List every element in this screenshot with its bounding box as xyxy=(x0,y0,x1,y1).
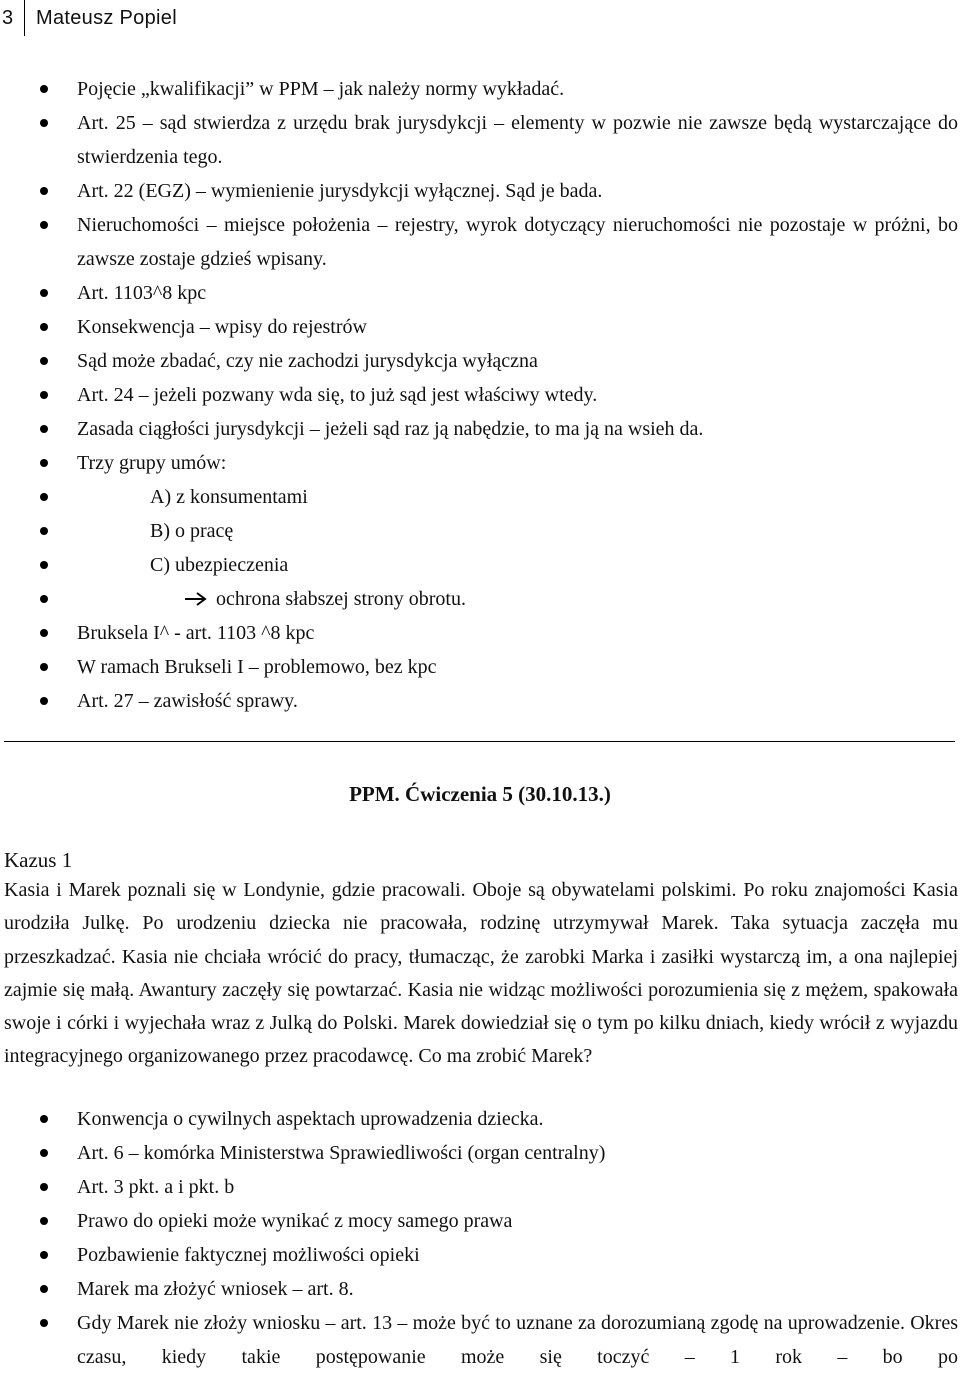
list-item: W ramach Brukseli I – problemowo, bez kpc xyxy=(0,650,960,684)
case-title: Kazus 1 xyxy=(4,848,73,872)
list-item: Konsekwencja – wpisy do rejestrów xyxy=(0,310,960,344)
header-separator xyxy=(24,0,25,36)
list-item: Art. 24 – jeżeli pozwany wda się, to już sąd jest właściwy wtedy. xyxy=(0,378,960,412)
list-item: Art. 25 – sąd stwierdza z urzędu brak jurysdykcji – elementy w pozwie nie zawsze będą wystarczające do stwierdzenia tego. xyxy=(0,106,960,174)
list-item: Pozbawienie faktycznej możliwości opieki xyxy=(0,1238,960,1272)
list-item: C) ubezpieczenia xyxy=(0,548,960,582)
notes-list xyxy=(0,72,960,718)
page-number: 3 xyxy=(2,7,14,29)
list-item: Trzy grupy umów: xyxy=(0,446,960,480)
horizontal-rule xyxy=(4,741,955,742)
list-item: Konwencja o cywilnych aspektach uprowadzenia dziecka. xyxy=(0,1102,960,1136)
section-title: PPM. Ćwiczenia 5 (30.10.13.) xyxy=(349,782,611,806)
answer-list xyxy=(0,1102,960,1374)
right-arrow-icon xyxy=(184,592,208,606)
list-item: Sąd może zbadać, czy nie zachodzi jurysdykcja wyłączna xyxy=(0,344,960,378)
list-item: Zasada ciągłości jurysdykcji – jeżeli sąd raz ją nabędzie, to ma ją na wsieh da. xyxy=(0,412,960,446)
list-item: A) z konsumentami xyxy=(0,480,960,514)
list-item: B) o pracę xyxy=(0,514,960,548)
list-item: Art. 6 – komórka Ministerstwa Sprawiedliwości (organ centralny) xyxy=(0,1136,960,1170)
list-item-text: ochrona słabszej strony obrotu. xyxy=(216,588,466,610)
list-item: Bruksela I^ - art. 1103 ^8 kpc xyxy=(0,616,960,650)
list-item: Prawo do opieki może wynikać z mocy samego prawa xyxy=(0,1204,960,1238)
list-item: Marek ma złożyć wniosek – art. 8. xyxy=(0,1272,960,1306)
list-item: Art. 27 – zawisłość sprawy. xyxy=(0,684,960,718)
list-item: Art. 22 (EGZ) – wymienienie jurysdykcji wyłącznej. Sąd je bada. xyxy=(0,174,960,208)
list-item: Art. 3 pkt. a i pkt. b xyxy=(0,1170,960,1204)
list-item: Art. 1103^8 kpc xyxy=(0,276,960,310)
list-item: Pojęcie „kwalifikacji” w PPM – jak należy normy wykładać. xyxy=(0,72,960,106)
case-text: Kasia i Marek poznali się w Londynie, gdzie pracowali. Oboje są obywatelami polskimi. Po roku znajomości Kasia urodziła Julkę. Po urodzeniu dziecka nie pracowała, rodzinę utrzymywał Marek. Taka sytuacja zaczęła mu przeszkadzać. Kasia nie chciała wrócić do pracy, tłumacząc, że zarobki Marka i zasiłki wystarczą im, a ona najlepiej zajmie się małą. Awantury zaczęły się powtarzać. Kasia nie widząc możliwości porozumienia się z mężem, spakowała swoje i córki i wyjechała wraz z Julką do Polski. Marek dowiedział się o tym po kilku dniach, kiedy wrócił z wyjazdu integracyjnego organizowanego przez pracodawcę. Co ma zrobić Marek? xyxy=(4,879,958,1068)
list-item: Nieruchomości – miejsce położenia – rejestry, wyrok dotyczący nieruchomości nie pozostaje w próżni, bo zawsze zostaje gdzieś wpisany. xyxy=(0,208,960,276)
list-item-arrow xyxy=(0,582,960,616)
list-item: Gdy Marek nie złoży wniosku – art. 13 – może być to uznane za dorozumianą zgodę na uprowadzenie. Okres czasu, kiedy takie postępowanie może się toczyć – 1 rok – bo po xyxy=(0,1306,960,1374)
author-name: Mateusz Popiel xyxy=(36,7,177,29)
page-header xyxy=(0,0,960,36)
